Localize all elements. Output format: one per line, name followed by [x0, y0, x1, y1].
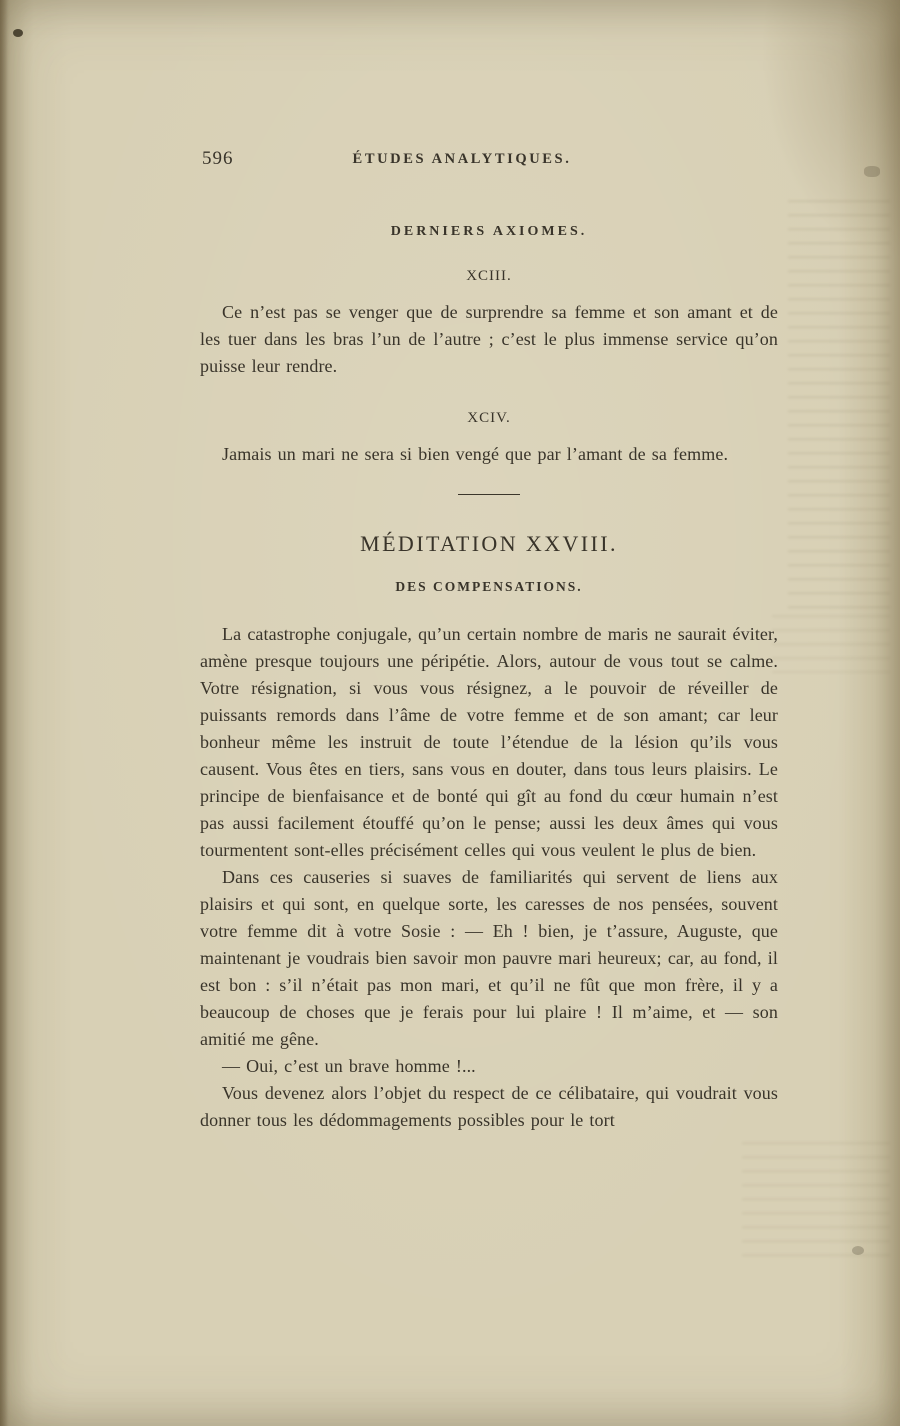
meditation-paragraph: Dans ces causeries si suaves de familiarités qui servent de liens aux plaisirs et qui sont, en quelque sorte, les caresses de nos pensées, souvent votre femme dit à votre Sosie : — Eh ! bien, je t’assure, Auguste, que maintenant je voudrais bien savoir mon pauvre mari heureux; car, au fond, il est bon : s’il n’était pas mon mari, et qu’il ne fût que mon frère, il y a beaucoup de choses que je ferais pour lui plaire ! Il m’aime, et — son amitié me gêne.: [200, 867, 778, 1049]
bleedthrough-text-mid-right: [772, 615, 890, 673]
meditation-title: MÉDITATION XXVIII.: [360, 531, 618, 556]
axiom-numeral-xciii: XCIII.: [466, 268, 512, 284]
ink-speck: [864, 166, 880, 177]
section-title-derniers-axiomes: DERNIERS AXIOMES.: [390, 224, 588, 239]
meditation-paragraph-dialogue: — Oui, c’est un brave homme !...: [222, 1056, 476, 1076]
meditation-paragraph: La catastrophe conjugale, qu’un certain nombre de maris ne saurait éviter, amène presque toujours une péripétie. Alors, autour de vous tout se calme. Votre résignation, si vous vous résignez, a le pouvoir de réveiller de puissants remords dans l’âme de votre femme et de son amant; car leur bonheur même les instruit de toute l’étendue de la lésion qu’ils vous causent. Vous êtes en tiers, sans vous en douter, dans tous leurs plaisirs. Le principe de bienfaisance et de bonté qui gît au fond du cœur humain n’est pas aussi facilement étouffé qu’on le pense; aussi les deux âmes qui vous tourmentent sont-elles précisément celles qui vous veulent le plus de bien.: [200, 624, 778, 860]
axiom-numeral-xciv: XCIV.: [467, 410, 511, 426]
running-header: ÉTUDES ANALYTIQUES.: [352, 151, 572, 167]
ink-speck: [13, 29, 23, 37]
ink-speck: [852, 1246, 864, 1255]
page-number: 596: [202, 148, 234, 169]
bleedthrough-text-top-right: [788, 200, 890, 610]
page-header: [200, 148, 778, 174]
axiom-text-xciii: Ce n’est pas se venger que de surprendre sa femme et son amant et de les tuer dans les bras l’un de l’autre ; c’est le plus immense service qu’on puisse leur rendre.: [200, 302, 778, 376]
bleedthrough-text-bottom-right: [742, 1142, 890, 1260]
axiom-text-xciv: Jamais un mari ne sera si bien vengé que par l’amant de sa femme.: [222, 444, 729, 464]
text-column: [200, 0, 778, 1134]
page-left-edge-shadow: [0, 0, 8, 1426]
section-divider: [458, 494, 520, 495]
meditation-subtitle: DES COMPENSATIONS.: [395, 579, 583, 594]
meditation-paragraph: Vous devenez alors l’objet du respect de ce célibataire, qui voudrait vous donner tous les dédommagements possibles pour le tort: [200, 1083, 778, 1130]
